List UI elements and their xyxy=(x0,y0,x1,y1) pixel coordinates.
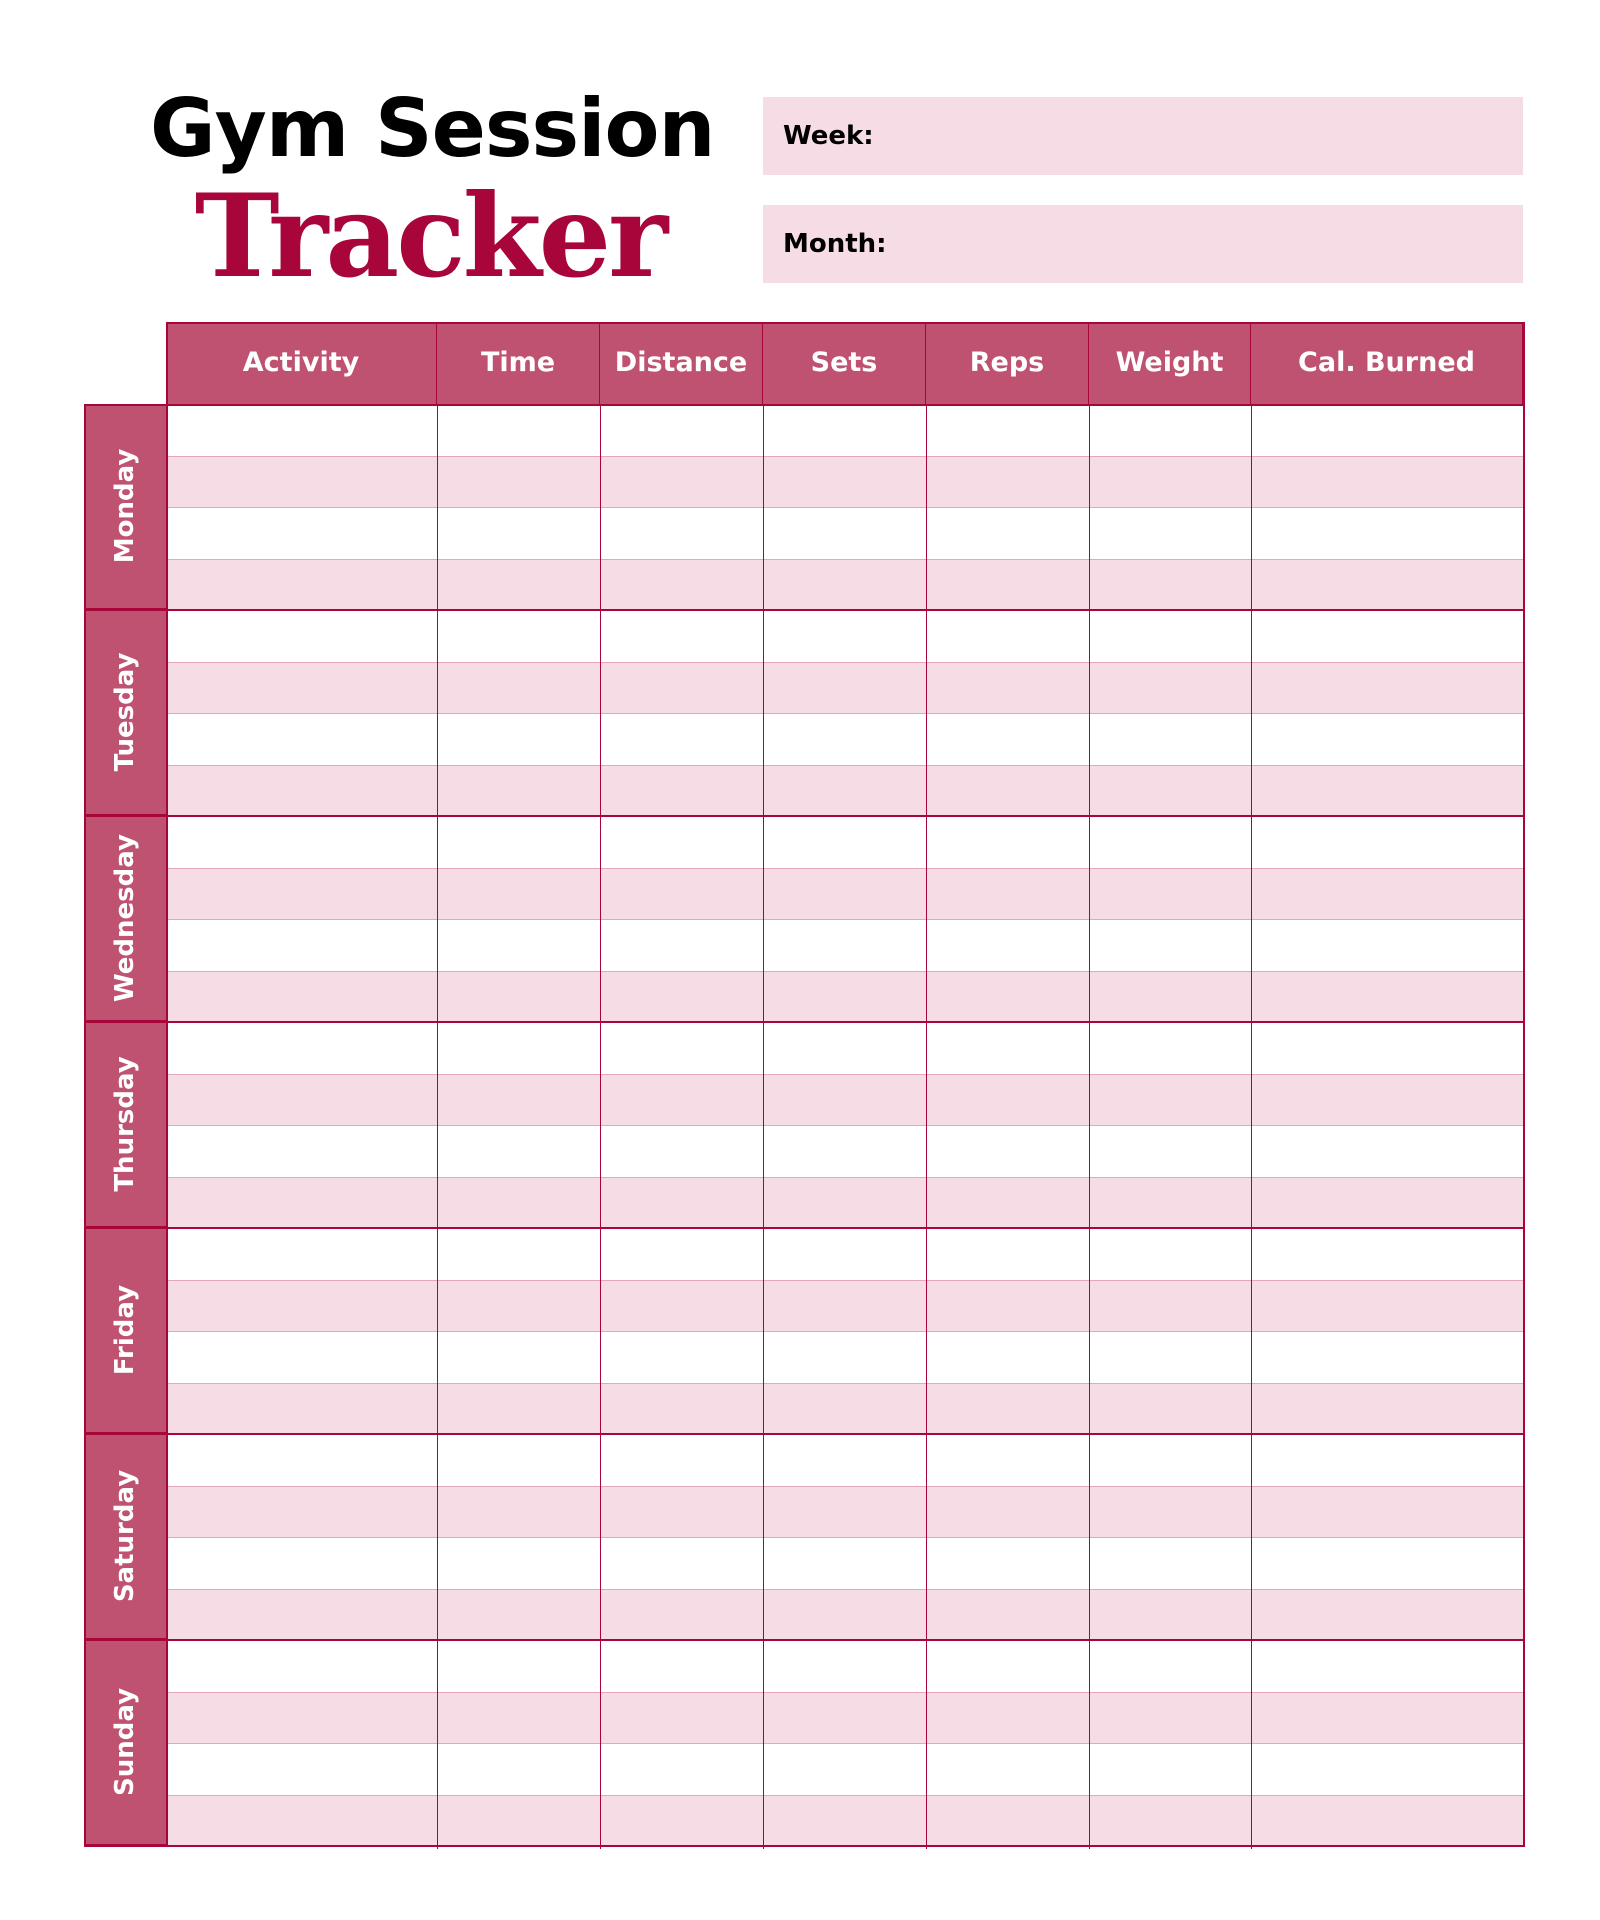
cell-sunday-activity[interactable] xyxy=(166,1692,437,1744)
day-label-sunday: Sunday xyxy=(110,1687,140,1797)
cell-tuesday-weight[interactable] xyxy=(1089,765,1251,817)
cell-saturday-distance[interactable] xyxy=(600,1589,763,1641)
cell-monday-reps[interactable] xyxy=(926,507,1089,559)
cell-friday-reps[interactable] xyxy=(926,1280,1089,1332)
month-label: Month: xyxy=(783,229,887,259)
cell-friday-weight[interactable] xyxy=(1089,1228,1251,1280)
day-block-monday xyxy=(84,404,166,610)
cell-monday-activity[interactable] xyxy=(166,559,437,611)
cell-wednesday-activity[interactable] xyxy=(166,816,437,868)
table-row xyxy=(166,1640,1523,1692)
cell-friday-reps[interactable] xyxy=(926,1383,1089,1435)
table-row xyxy=(166,1125,1523,1177)
row-divider xyxy=(166,1795,1523,1796)
cell-sunday-time[interactable] xyxy=(437,1743,600,1795)
cell-tuesday-activity[interactable] xyxy=(166,713,437,765)
cell-sunday-activity[interactable] xyxy=(166,1795,437,1847)
cell-sunday-cal-burned[interactable] xyxy=(1251,1640,1523,1692)
cell-tuesday-weight[interactable] xyxy=(1089,713,1251,765)
week-label: Week: xyxy=(783,121,874,151)
row-divider xyxy=(166,559,1523,560)
table-row xyxy=(166,919,1523,971)
cell-saturday-time[interactable] xyxy=(437,1537,600,1589)
cell-thursday-activity[interactable] xyxy=(166,1177,437,1229)
column-header-distance: Distance xyxy=(600,322,763,404)
cell-friday-cal-burned[interactable] xyxy=(1251,1383,1523,1435)
table-row xyxy=(166,456,1523,508)
cell-tuesday-activity[interactable] xyxy=(166,610,437,662)
table-row xyxy=(166,971,1523,1023)
cell-saturday-weight[interactable] xyxy=(1089,1589,1251,1641)
table-row xyxy=(166,559,1523,611)
column-divider xyxy=(1089,404,1090,1849)
day-label-thursday: Thursday xyxy=(110,1056,140,1192)
cell-friday-time[interactable] xyxy=(437,1331,600,1383)
table-row xyxy=(166,1383,1523,1435)
cell-thursday-distance[interactable] xyxy=(600,1074,763,1126)
cell-tuesday-distance[interactable] xyxy=(600,610,763,662)
cell-sunday-sets[interactable] xyxy=(763,1692,926,1744)
cell-tuesday-sets[interactable] xyxy=(763,713,926,765)
cell-friday-activity[interactable] xyxy=(166,1383,437,1435)
row-divider xyxy=(166,1280,1523,1281)
cell-tuesday-distance[interactable] xyxy=(600,765,763,817)
cell-thursday-time[interactable] xyxy=(437,1074,600,1126)
row-divider xyxy=(166,765,1523,766)
cell-friday-sets[interactable] xyxy=(763,1228,926,1280)
cell-monday-sets[interactable] xyxy=(763,456,926,508)
row-divider xyxy=(166,507,1523,508)
cell-tuesday-cal-burned[interactable] xyxy=(1251,713,1523,765)
cell-tuesday-reps[interactable] xyxy=(926,765,1089,817)
cell-wednesday-sets[interactable] xyxy=(763,868,926,920)
cell-monday-distance[interactable] xyxy=(600,456,763,508)
cell-thursday-cal-burned[interactable] xyxy=(1251,1022,1523,1074)
cell-saturday-reps[interactable] xyxy=(926,1486,1089,1538)
cell-thursday-reps[interactable] xyxy=(926,1177,1089,1229)
cell-friday-reps[interactable] xyxy=(926,1228,1089,1280)
day-divider xyxy=(84,1021,1523,1023)
cell-thursday-distance[interactable] xyxy=(600,1177,763,1229)
cell-friday-cal-burned[interactable] xyxy=(1251,1228,1523,1280)
cell-sunday-sets[interactable] xyxy=(763,1795,926,1847)
table-row xyxy=(166,713,1523,765)
cell-monday-weight[interactable] xyxy=(1089,559,1251,611)
cell-saturday-reps[interactable] xyxy=(926,1434,1089,1486)
row-divider xyxy=(166,1074,1523,1075)
cell-friday-time[interactable] xyxy=(437,1228,600,1280)
table-row xyxy=(166,610,1523,662)
day-block-saturday xyxy=(84,1434,166,1640)
row-divider xyxy=(166,1177,1523,1178)
table-row xyxy=(166,662,1523,714)
cell-friday-weight[interactable] xyxy=(1089,1280,1251,1332)
table-row xyxy=(166,1589,1523,1641)
cell-thursday-cal-burned[interactable] xyxy=(1251,1074,1523,1126)
cell-wednesday-activity[interactable] xyxy=(166,971,437,1023)
cell-thursday-cal-burned[interactable] xyxy=(1251,1177,1523,1229)
cell-friday-cal-burned[interactable] xyxy=(1251,1280,1523,1332)
cell-thursday-time[interactable] xyxy=(437,1022,600,1074)
cell-wednesday-distance[interactable] xyxy=(600,919,763,971)
cell-thursday-reps[interactable] xyxy=(926,1022,1089,1074)
cell-monday-time[interactable] xyxy=(437,507,600,559)
cell-friday-weight[interactable] xyxy=(1089,1331,1251,1383)
day-label-tuesday: Tuesday xyxy=(110,652,140,772)
cell-sunday-weight[interactable] xyxy=(1089,1743,1251,1795)
cell-wednesday-distance[interactable] xyxy=(600,971,763,1023)
cell-thursday-activity[interactable] xyxy=(166,1074,437,1126)
row-divider xyxy=(166,713,1523,714)
cell-tuesday-time[interactable] xyxy=(437,765,600,817)
cell-sunday-reps[interactable] xyxy=(926,1743,1089,1795)
column-divider xyxy=(600,404,601,1849)
column-divider xyxy=(926,404,927,1849)
day-label-friday: Friday xyxy=(110,1284,140,1376)
cell-wednesday-distance[interactable] xyxy=(600,816,763,868)
table-row xyxy=(166,1743,1523,1795)
cell-sunday-reps[interactable] xyxy=(926,1692,1089,1744)
row-divider xyxy=(166,919,1523,920)
cell-wednesday-sets[interactable] xyxy=(763,971,926,1023)
cell-wednesday-weight[interactable] xyxy=(1089,971,1251,1023)
row-divider xyxy=(166,1125,1523,1126)
cell-thursday-distance[interactable] xyxy=(600,1022,763,1074)
cell-sunday-activity[interactable] xyxy=(166,1640,437,1692)
cell-sunday-distance[interactable] xyxy=(600,1692,763,1744)
cell-friday-reps[interactable] xyxy=(926,1331,1089,1383)
table-row xyxy=(166,1692,1523,1744)
cell-sunday-weight[interactable] xyxy=(1089,1640,1251,1692)
cell-wednesday-time[interactable] xyxy=(437,868,600,920)
cell-friday-time[interactable] xyxy=(437,1383,600,1435)
day-block-friday xyxy=(84,1228,166,1434)
cell-tuesday-cal-burned[interactable] xyxy=(1251,662,1523,714)
cell-thursday-reps[interactable] xyxy=(926,1125,1089,1177)
table-row xyxy=(166,1434,1523,1486)
cell-wednesday-sets[interactable] xyxy=(763,816,926,868)
day-block-sunday xyxy=(84,1640,166,1846)
row-divider xyxy=(166,1537,1523,1538)
cell-monday-time[interactable] xyxy=(437,456,600,508)
cell-monday-reps[interactable] xyxy=(926,404,1089,456)
cell-wednesday-cal-burned[interactable] xyxy=(1251,868,1523,920)
cell-saturday-sets[interactable] xyxy=(763,1434,926,1486)
cell-wednesday-cal-burned[interactable] xyxy=(1251,919,1523,971)
cell-wednesday-distance[interactable] xyxy=(600,868,763,920)
cell-friday-activity[interactable] xyxy=(166,1228,437,1280)
cell-wednesday-reps[interactable] xyxy=(926,868,1089,920)
row-divider xyxy=(166,1589,1523,1590)
cell-sunday-distance[interactable] xyxy=(600,1743,763,1795)
cell-saturday-activity[interactable] xyxy=(166,1537,437,1589)
cell-tuesday-sets[interactable] xyxy=(763,662,926,714)
table-row xyxy=(166,1177,1523,1229)
cell-monday-distance[interactable] xyxy=(600,404,763,456)
cell-sunday-cal-burned[interactable] xyxy=(1251,1743,1523,1795)
cell-tuesday-activity[interactable] xyxy=(166,765,437,817)
row-divider xyxy=(166,662,1523,663)
cell-tuesday-reps[interactable] xyxy=(926,713,1089,765)
column-divider xyxy=(763,404,764,1849)
cell-thursday-sets[interactable] xyxy=(763,1125,926,1177)
cell-tuesday-cal-burned[interactable] xyxy=(1251,765,1523,817)
row-divider xyxy=(166,1331,1523,1332)
cell-sunday-weight[interactable] xyxy=(1089,1795,1251,1847)
cell-friday-activity[interactable] xyxy=(166,1331,437,1383)
cell-monday-sets[interactable] xyxy=(763,507,926,559)
cell-saturday-sets[interactable] xyxy=(763,1486,926,1538)
cell-monday-distance[interactable] xyxy=(600,507,763,559)
table-row xyxy=(166,1022,1523,1074)
cell-wednesday-weight[interactable] xyxy=(1089,919,1251,971)
cell-saturday-activity[interactable] xyxy=(166,1589,437,1641)
cell-wednesday-time[interactable] xyxy=(437,816,600,868)
day-label-monday: Monday xyxy=(110,448,140,564)
cell-saturday-cal-burned[interactable] xyxy=(1251,1537,1523,1589)
cell-sunday-sets[interactable] xyxy=(763,1640,926,1692)
cell-friday-time[interactable] xyxy=(437,1280,600,1332)
cell-monday-cal-burned[interactable] xyxy=(1251,507,1523,559)
day-divider xyxy=(84,1227,1523,1229)
column-divider xyxy=(437,404,438,1849)
cell-saturday-distance[interactable] xyxy=(600,1434,763,1486)
column-header-sets: Sets xyxy=(763,322,926,404)
table-row xyxy=(166,507,1523,559)
cell-thursday-sets[interactable] xyxy=(763,1074,926,1126)
cell-wednesday-cal-burned[interactable] xyxy=(1251,971,1523,1023)
cell-sunday-distance[interactable] xyxy=(600,1795,763,1847)
day-block-thursday xyxy=(84,1022,166,1228)
cell-thursday-reps[interactable] xyxy=(926,1074,1089,1126)
cell-sunday-cal-burned[interactable] xyxy=(1251,1795,1523,1847)
cell-saturday-reps[interactable] xyxy=(926,1537,1089,1589)
row-divider xyxy=(166,456,1523,457)
cell-thursday-time[interactable] xyxy=(437,1125,600,1177)
cell-monday-cal-burned[interactable] xyxy=(1251,456,1523,508)
cell-tuesday-weight[interactable] xyxy=(1089,662,1251,714)
cell-sunday-distance[interactable] xyxy=(600,1640,763,1692)
cell-sunday-time[interactable] xyxy=(437,1795,600,1847)
day-label-saturday: Saturday xyxy=(110,1469,140,1603)
table-row xyxy=(166,1795,1523,1847)
cell-monday-distance[interactable] xyxy=(600,559,763,611)
cell-thursday-cal-burned[interactable] xyxy=(1251,1125,1523,1177)
cell-tuesday-time[interactable] xyxy=(437,713,600,765)
cell-monday-activity[interactable] xyxy=(166,456,437,508)
cell-sunday-sets[interactable] xyxy=(763,1743,926,1795)
day-divider xyxy=(84,609,1523,611)
table-row xyxy=(166,1486,1523,1538)
cell-tuesday-sets[interactable] xyxy=(763,765,926,817)
cell-friday-distance[interactable] xyxy=(600,1383,763,1435)
cell-thursday-activity[interactable] xyxy=(166,1022,437,1074)
cell-saturday-weight[interactable] xyxy=(1089,1486,1251,1538)
cell-friday-weight[interactable] xyxy=(1089,1383,1251,1435)
column-divider xyxy=(1251,404,1252,1849)
cell-sunday-reps[interactable] xyxy=(926,1795,1089,1847)
cell-tuesday-cal-burned[interactable] xyxy=(1251,610,1523,662)
column-header-weight: Weight xyxy=(1089,322,1251,404)
table-row xyxy=(166,1280,1523,1332)
cell-saturday-reps[interactable] xyxy=(926,1589,1089,1641)
cell-monday-weight[interactable] xyxy=(1089,456,1251,508)
cell-friday-distance[interactable] xyxy=(600,1280,763,1332)
table-row xyxy=(166,816,1523,868)
cell-friday-activity[interactable] xyxy=(166,1280,437,1332)
cell-monday-sets[interactable] xyxy=(763,404,926,456)
row-divider xyxy=(166,1743,1523,1744)
table-row xyxy=(166,868,1523,920)
cell-monday-time[interactable] xyxy=(437,559,600,611)
cell-friday-sets[interactable] xyxy=(763,1280,926,1332)
cell-saturday-cal-burned[interactable] xyxy=(1251,1589,1523,1641)
table-row xyxy=(166,1228,1523,1280)
day-divider xyxy=(84,815,1523,817)
cell-tuesday-time[interactable] xyxy=(437,662,600,714)
cell-saturday-weight[interactable] xyxy=(1089,1537,1251,1589)
cell-wednesday-reps[interactable] xyxy=(926,919,1089,971)
cell-saturday-activity[interactable] xyxy=(166,1434,437,1486)
table-row xyxy=(166,404,1523,456)
cell-saturday-time[interactable] xyxy=(437,1434,600,1486)
cell-tuesday-reps[interactable] xyxy=(926,610,1089,662)
column-header-cal-burned: Cal. Burned xyxy=(1251,322,1523,404)
cell-friday-sets[interactable] xyxy=(763,1383,926,1435)
cell-monday-reps[interactable] xyxy=(926,456,1089,508)
day-divider xyxy=(84,1433,1523,1435)
cell-friday-sets[interactable] xyxy=(763,1331,926,1383)
cell-saturday-activity[interactable] xyxy=(166,1486,437,1538)
cell-tuesday-sets[interactable] xyxy=(763,610,926,662)
cell-thursday-weight[interactable] xyxy=(1089,1177,1251,1229)
cell-saturday-cal-burned[interactable] xyxy=(1251,1434,1523,1486)
cell-tuesday-time[interactable] xyxy=(437,610,600,662)
cell-thursday-weight[interactable] xyxy=(1089,1074,1251,1126)
cell-tuesday-distance[interactable] xyxy=(600,662,763,714)
cell-sunday-weight[interactable] xyxy=(1089,1692,1251,1744)
cell-wednesday-activity[interactable] xyxy=(166,868,437,920)
column-header-reps: Reps xyxy=(926,322,1089,404)
cell-monday-sets[interactable] xyxy=(763,559,926,611)
row-divider xyxy=(166,1383,1523,1384)
cell-saturday-sets[interactable] xyxy=(763,1589,926,1641)
cell-saturday-time[interactable] xyxy=(437,1486,600,1538)
cell-wednesday-time[interactable] xyxy=(437,971,600,1023)
cell-thursday-weight[interactable] xyxy=(1089,1022,1251,1074)
cell-thursday-distance[interactable] xyxy=(600,1125,763,1177)
cell-thursday-sets[interactable] xyxy=(763,1177,926,1229)
row-divider xyxy=(166,971,1523,972)
cell-thursday-time[interactable] xyxy=(437,1177,600,1229)
cell-thursday-weight[interactable] xyxy=(1089,1125,1251,1177)
cell-tuesday-distance[interactable] xyxy=(600,713,763,765)
cell-monday-time[interactable] xyxy=(437,404,600,456)
cell-sunday-reps[interactable] xyxy=(926,1640,1089,1692)
cell-sunday-time[interactable] xyxy=(437,1692,600,1744)
cell-monday-cal-burned[interactable] xyxy=(1251,559,1523,611)
cell-wednesday-weight[interactable] xyxy=(1089,868,1251,920)
row-divider xyxy=(166,1486,1523,1487)
cell-saturday-distance[interactable] xyxy=(600,1537,763,1589)
cell-friday-distance[interactable] xyxy=(600,1331,763,1383)
cell-tuesday-activity[interactable] xyxy=(166,662,437,714)
page-title-line2: Tracker xyxy=(194,169,666,303)
cell-tuesday-reps[interactable] xyxy=(926,662,1089,714)
cell-wednesday-sets[interactable] xyxy=(763,919,926,971)
row-divider xyxy=(166,1692,1523,1693)
cell-saturday-distance[interactable] xyxy=(600,1486,763,1538)
column-header-time: Time xyxy=(437,322,600,404)
cell-monday-weight[interactable] xyxy=(1089,507,1251,559)
cell-wednesday-time[interactable] xyxy=(437,919,600,971)
cell-wednesday-reps[interactable] xyxy=(926,971,1089,1023)
table-row xyxy=(166,1074,1523,1126)
day-label-wednesday: Wednesday xyxy=(110,834,140,1002)
cell-thursday-activity[interactable] xyxy=(166,1125,437,1177)
cell-sunday-cal-burned[interactable] xyxy=(1251,1692,1523,1744)
cell-monday-weight[interactable] xyxy=(1089,404,1251,456)
cell-tuesday-weight[interactable] xyxy=(1089,610,1251,662)
day-divider xyxy=(84,1639,1523,1641)
table-row xyxy=(166,1537,1523,1589)
cell-saturday-time[interactable] xyxy=(437,1589,600,1641)
cell-wednesday-reps[interactable] xyxy=(926,816,1089,868)
row-divider xyxy=(166,868,1523,869)
page-title-line1: Gym Session xyxy=(150,82,715,175)
cell-monday-activity[interactable] xyxy=(166,404,437,456)
table-row xyxy=(166,765,1523,817)
cell-friday-cal-burned[interactable] xyxy=(1251,1331,1523,1383)
cell-monday-reps[interactable] xyxy=(926,559,1089,611)
day-block-wednesday xyxy=(84,816,166,1022)
day-block-tuesday xyxy=(84,610,166,816)
cell-sunday-time[interactable] xyxy=(437,1640,600,1692)
cell-friday-distance[interactable] xyxy=(600,1228,763,1280)
cell-monday-cal-burned[interactable] xyxy=(1251,404,1523,456)
cell-saturday-cal-burned[interactable] xyxy=(1251,1486,1523,1538)
cell-sunday-activity[interactable] xyxy=(166,1743,437,1795)
cell-wednesday-activity[interactable] xyxy=(166,919,437,971)
column-header-activity: Activity xyxy=(166,322,437,404)
cell-wednesday-weight[interactable] xyxy=(1089,816,1251,868)
cell-thursday-sets[interactable] xyxy=(763,1022,926,1074)
cell-wednesday-cal-burned[interactable] xyxy=(1251,816,1523,868)
cell-saturday-weight[interactable] xyxy=(1089,1434,1251,1486)
cell-saturday-sets[interactable] xyxy=(763,1537,926,1589)
cell-monday-activity[interactable] xyxy=(166,507,437,559)
table-row xyxy=(166,1331,1523,1383)
